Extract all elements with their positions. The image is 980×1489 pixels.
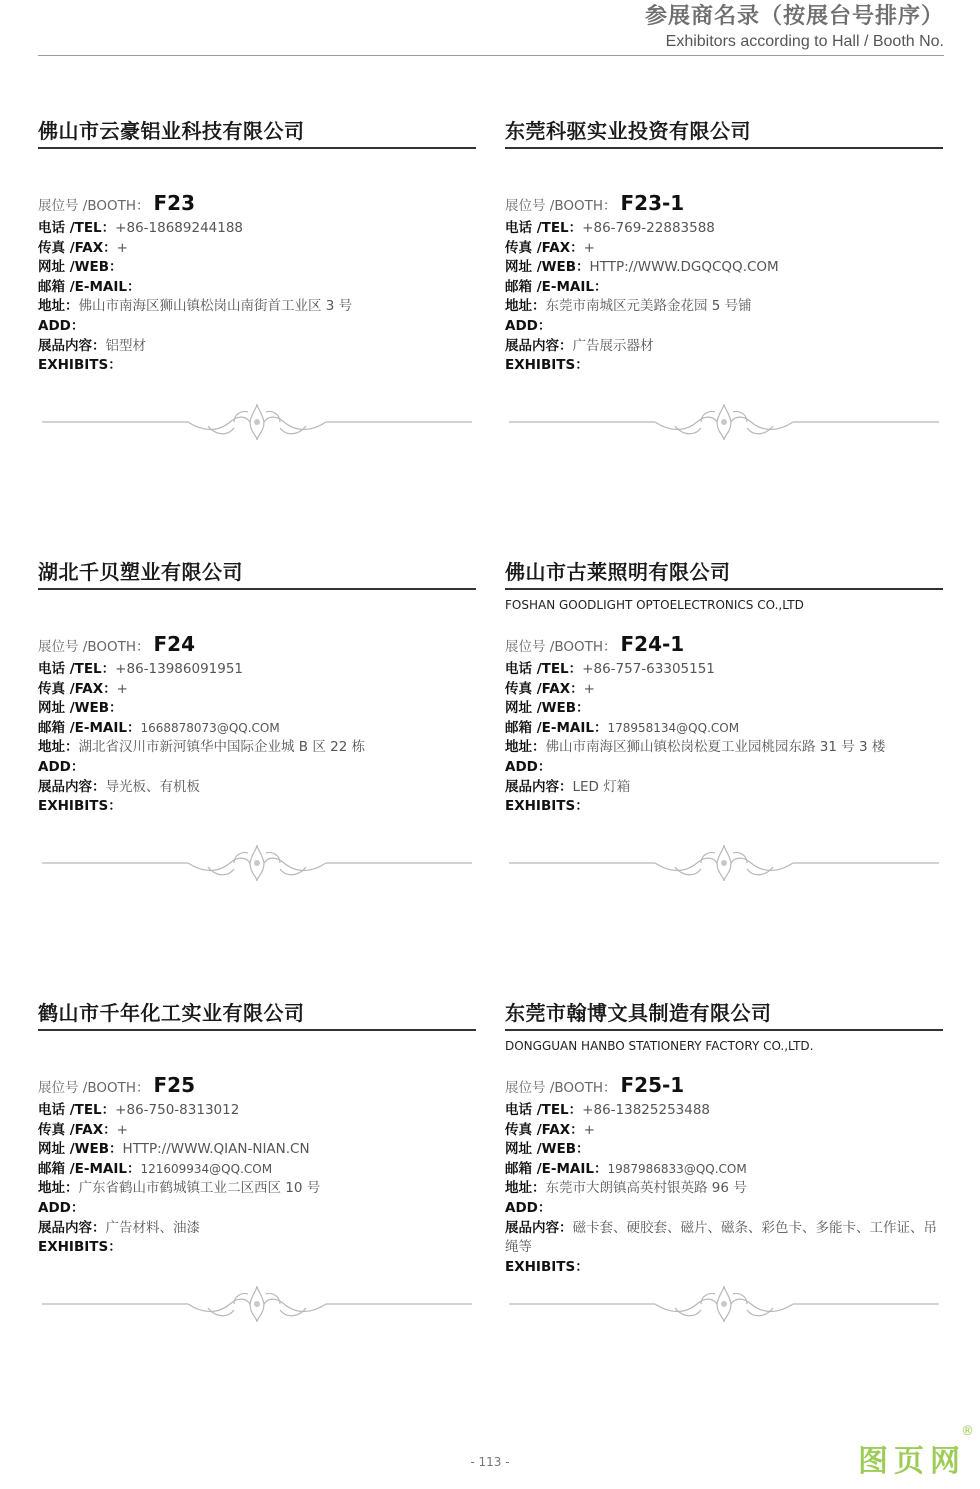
address-value: 广东省鹤山市鹤城镇工业二区西区 10 号 bbox=[78, 1180, 321, 1197]
tel-row bbox=[505, 219, 943, 239]
title-underline bbox=[38, 147, 476, 149]
exhibits-row bbox=[38, 356, 476, 376]
booth-row bbox=[505, 631, 943, 660]
page-subtitle: Exhibitors according to Hall / Booth No. bbox=[665, 33, 944, 50]
booth-number: F24 bbox=[153, 632, 196, 656]
web-row bbox=[505, 258, 943, 278]
address-row bbox=[505, 1179, 943, 1199]
web-label: 网址 /WEB： bbox=[38, 259, 123, 276]
title-underline bbox=[38, 588, 476, 590]
fax-row bbox=[38, 680, 476, 700]
title-underline bbox=[505, 588, 943, 590]
exhibits-row bbox=[505, 356, 943, 376]
exhibits-row bbox=[38, 797, 476, 817]
address-value: 湖北省汉川市新河镇华中国际企业城 B 区 22 栋 bbox=[78, 739, 366, 756]
add-label: ADD： bbox=[38, 758, 85, 775]
booth-label: 展位号 /BOOTH： bbox=[38, 198, 150, 214]
email-row bbox=[38, 278, 476, 298]
tel-value: +86-18689244188 bbox=[115, 220, 244, 236]
email-value: 178958134@QQ.COM bbox=[607, 720, 740, 735]
web-row bbox=[505, 699, 943, 719]
title-underline bbox=[505, 147, 943, 149]
email-row bbox=[38, 1160, 476, 1180]
address-label: 地址： bbox=[505, 298, 546, 315]
tel-label: 电话 /TEL： bbox=[38, 1102, 116, 1118]
products-row bbox=[505, 337, 943, 357]
fax-value: + bbox=[583, 1121, 595, 1138]
exhibits-label: EXHIBITS： bbox=[38, 1239, 122, 1256]
address-label: 地址： bbox=[505, 739, 546, 756]
address-label: 地址： bbox=[38, 1180, 79, 1197]
company-name: 佛山市古莱照明有限公司 bbox=[505, 560, 731, 584]
company-name: 湖北千贝塑业有限公司 bbox=[38, 560, 243, 584]
email-label: 邮箱 /E-MAIL： bbox=[38, 278, 141, 295]
contact-fields bbox=[505, 1072, 943, 1277]
tel-value: +86-750-8313012 bbox=[115, 1102, 240, 1118]
company-name: 鹤山市千年化工实业有限公司 bbox=[38, 1001, 305, 1025]
fax-row bbox=[505, 1121, 943, 1141]
products-value: 铝型材 bbox=[105, 337, 146, 354]
booth-row bbox=[38, 631, 476, 660]
web-row bbox=[505, 1140, 943, 1160]
tel-value: +86-757-63305151 bbox=[582, 661, 715, 677]
tel-label: 电话 /TEL： bbox=[505, 1102, 583, 1118]
email-row bbox=[38, 719, 476, 739]
add-label: ADD： bbox=[38, 1199, 85, 1216]
fax-label: 传真 /FAX： bbox=[505, 239, 584, 256]
fax-label: 传真 /FAX： bbox=[38, 680, 117, 697]
fax-value: + bbox=[116, 680, 128, 697]
fax-label: 传真 /FAX： bbox=[505, 680, 584, 697]
tel-value: +86-769-22883588 bbox=[582, 220, 715, 236]
page-title: 参展商名录（按展台号排序） bbox=[644, 4, 944, 29]
floral-divider-icon bbox=[505, 402, 943, 442]
products-value: 广告材料、油漆 bbox=[105, 1219, 200, 1236]
address-value: 佛山市南海区狮山镇松岗松夏工业园桃园东路 31 号 3 楼 bbox=[545, 739, 886, 756]
web-row bbox=[38, 699, 476, 719]
email-value: 1668878073@QQ.COM bbox=[140, 720, 280, 735]
exhibitor-card bbox=[38, 900, 476, 1341]
booth-row bbox=[505, 190, 943, 219]
page-number: - 113 - bbox=[470, 1455, 510, 1469]
booth-number: F24-1 bbox=[620, 632, 685, 656]
add-label: ADD： bbox=[505, 758, 552, 775]
watermark-text: 图页网 bbox=[858, 1444, 966, 1479]
booth-number: F25 bbox=[153, 1073, 196, 1097]
tel-row bbox=[38, 660, 476, 680]
products-label: 展品内容： bbox=[505, 778, 573, 795]
exhibitor-card bbox=[38, 18, 476, 459]
add-label: ADD： bbox=[505, 317, 552, 334]
fax-value: + bbox=[116, 239, 128, 256]
add-row bbox=[505, 758, 943, 778]
exhibitor-card bbox=[38, 459, 476, 900]
email-label: 邮箱 /E-MAIL： bbox=[38, 719, 141, 736]
products-value: 广告展示器材 bbox=[572, 337, 654, 354]
address-row bbox=[505, 738, 943, 758]
exhibits-label: EXHIBITS： bbox=[505, 798, 589, 815]
booth-label: 展位号 /BOOTH： bbox=[38, 639, 150, 655]
email-row bbox=[505, 278, 943, 298]
tel-row bbox=[505, 1101, 943, 1121]
web-label: 网址 /WEB： bbox=[38, 700, 123, 717]
fax-value: + bbox=[583, 239, 595, 256]
floral-divider-icon bbox=[38, 402, 476, 442]
address-row bbox=[38, 1179, 476, 1199]
email-row bbox=[505, 719, 943, 739]
products-label: 展品内容： bbox=[505, 1219, 573, 1236]
tel-row bbox=[38, 219, 476, 239]
exhibits-label: EXHIBITS： bbox=[505, 1258, 589, 1275]
add-label: ADD： bbox=[38, 317, 85, 334]
add-row bbox=[38, 317, 476, 337]
floral-divider-icon bbox=[505, 843, 943, 883]
products-value: LED 灯箱 bbox=[572, 778, 631, 795]
fax-label: 传真 /FAX： bbox=[38, 239, 117, 256]
fax-row bbox=[505, 239, 943, 259]
company-name-en: FOSHAN GOODLIGHT OPTOELECTRONICS CO.,LTD bbox=[505, 598, 804, 612]
products-label: 展品内容： bbox=[38, 778, 106, 795]
booth-row bbox=[38, 1072, 476, 1101]
email-label: 邮箱 /E-MAIL： bbox=[38, 1160, 141, 1177]
tel-value: +86-13986091951 bbox=[115, 661, 244, 677]
company-name: 东莞市翰博文具制造有限公司 bbox=[505, 1001, 772, 1025]
fax-row bbox=[38, 1121, 476, 1141]
tel-row bbox=[38, 1101, 476, 1121]
products-label: 展品内容： bbox=[505, 337, 573, 354]
booth-label: 展位号 /BOOTH： bbox=[505, 1080, 617, 1096]
tel-value: +86-13825253488 bbox=[582, 1102, 711, 1118]
web-label: 网址 /WEB： bbox=[505, 259, 590, 276]
exhibitor-card bbox=[505, 459, 943, 900]
contact-fields bbox=[38, 631, 476, 817]
add-row bbox=[505, 1199, 943, 1219]
web-label: 网址 /WEB： bbox=[505, 1141, 590, 1158]
booth-row bbox=[38, 190, 476, 219]
email-label: 邮箱 /E-MAIL： bbox=[505, 719, 608, 736]
tel-label: 电话 /TEL： bbox=[38, 661, 116, 677]
add-row bbox=[505, 317, 943, 337]
exhibits-label: EXHIBITS： bbox=[38, 798, 122, 815]
company-name-en: DONGGUAN HANBO STATIONERY FACTORY CO.,LTD. bbox=[505, 1039, 814, 1053]
contact-fields bbox=[505, 190, 943, 376]
address-value: 东莞市大朗镇高英村银英路 96 号 bbox=[545, 1180, 747, 1197]
booth-number: F23 bbox=[153, 191, 196, 215]
exhibits-label: EXHIBITS： bbox=[505, 357, 589, 374]
web-row bbox=[38, 258, 476, 278]
address-row bbox=[38, 297, 476, 317]
title-underline bbox=[38, 1029, 476, 1031]
exhibits-row bbox=[505, 797, 943, 817]
products-row bbox=[38, 337, 476, 357]
tel-row bbox=[505, 660, 943, 680]
floral-divider-icon bbox=[38, 1284, 476, 1324]
products-row bbox=[505, 778, 943, 798]
products-row bbox=[505, 1219, 943, 1258]
floral-divider-icon bbox=[38, 843, 476, 883]
products-row bbox=[38, 778, 476, 798]
address-label: 地址： bbox=[505, 1180, 546, 1197]
contact-fields bbox=[38, 190, 476, 376]
title-underline bbox=[505, 1029, 943, 1031]
web-value: HTTP://WWW.DGQCQQ.COM bbox=[589, 259, 779, 276]
exhibits-row bbox=[505, 1258, 943, 1278]
booth-number: F25-1 bbox=[620, 1073, 685, 1097]
address-value: 佛山市南海区狮山镇松岗山南街首工业区 3 号 bbox=[78, 298, 353, 315]
address-label: 地址： bbox=[38, 298, 79, 315]
registered-mark: ® bbox=[961, 1424, 974, 1439]
tel-label: 电话 /TEL： bbox=[505, 661, 583, 677]
exhibits-row bbox=[38, 1238, 476, 1258]
floral-divider-icon bbox=[505, 1284, 943, 1324]
fax-row bbox=[505, 680, 943, 700]
booth-label: 展位号 /BOOTH： bbox=[38, 1080, 150, 1096]
address-value: 东莞市南城区元美路金花园 5 号铺 bbox=[545, 298, 752, 315]
add-label: ADD： bbox=[505, 1199, 552, 1216]
products-label: 展品内容： bbox=[38, 1219, 106, 1236]
contact-fields bbox=[505, 631, 943, 817]
products-value: 磁卡套、硬胶套、磁片、磁条、彩色卡、多能卡、工作证、吊绳等 bbox=[505, 1219, 937, 1256]
exhibitor-card bbox=[505, 18, 943, 459]
booth-label: 展位号 /BOOTH： bbox=[505, 198, 617, 214]
exhibitor-card bbox=[505, 900, 943, 1341]
address-row bbox=[505, 297, 943, 317]
watermark-logo bbox=[858, 1424, 974, 1480]
tel-label: 电话 /TEL： bbox=[38, 220, 116, 236]
products-value: 导光板、有机板 bbox=[105, 778, 200, 795]
fax-row bbox=[38, 239, 476, 259]
email-row bbox=[505, 1160, 943, 1180]
company-name: 佛山市云豪铝业科技有限公司 bbox=[38, 119, 305, 143]
tel-label: 电话 /TEL： bbox=[505, 220, 583, 236]
email-label: 邮箱 /E-MAIL： bbox=[505, 278, 608, 295]
contact-fields bbox=[38, 1072, 476, 1258]
products-label: 展品内容： bbox=[38, 337, 106, 354]
booth-number: F23-1 bbox=[620, 191, 685, 215]
add-row bbox=[38, 758, 476, 778]
exhibits-label: EXHIBITS： bbox=[38, 357, 122, 374]
email-label: 邮箱 /E-MAIL： bbox=[505, 1160, 608, 1177]
email-value: 1987986833@QQ.COM bbox=[607, 1161, 747, 1176]
web-label: 网址 /WEB： bbox=[38, 1141, 123, 1158]
booth-row bbox=[505, 1072, 943, 1101]
fax-value: + bbox=[583, 680, 595, 697]
email-value: 121609934@QQ.COM bbox=[140, 1161, 273, 1176]
web-label: 网址 /WEB： bbox=[505, 700, 590, 717]
web-value: HTTP://WWW.QIAN-NIAN.CN bbox=[122, 1141, 310, 1158]
address-label: 地址： bbox=[38, 739, 79, 756]
products-row bbox=[38, 1219, 476, 1239]
fax-label: 传真 /FAX： bbox=[38, 1121, 117, 1138]
add-row bbox=[38, 1199, 476, 1219]
web-row bbox=[38, 1140, 476, 1160]
fax-value: + bbox=[116, 1121, 128, 1138]
fax-label: 传真 /FAX： bbox=[505, 1121, 584, 1138]
booth-label: 展位号 /BOOTH： bbox=[505, 639, 617, 655]
address-row bbox=[38, 738, 476, 758]
company-name: 东莞科驱实业投资有限公司 bbox=[505, 119, 751, 143]
